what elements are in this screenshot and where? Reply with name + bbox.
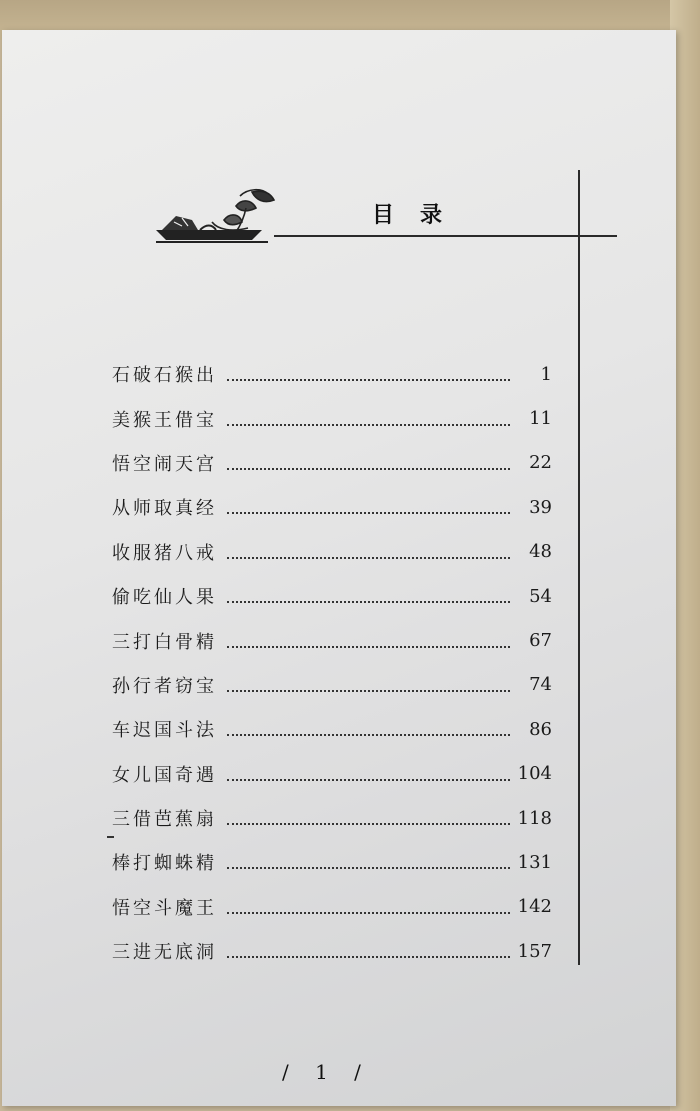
toc-entry[interactable] <box>112 352 552 396</box>
toc-entry[interactable] <box>112 752 552 796</box>
toc-leader-dots <box>227 761 510 781</box>
toc-leader-dots <box>227 849 510 869</box>
toc-entry-page: 67 <box>529 630 552 652</box>
toc-entry-title: 三借芭蕉扇 <box>112 809 217 831</box>
toc-entry[interactable] <box>112 929 552 973</box>
toc-entry-page: 39 <box>529 496 552 518</box>
toc-entry[interactable] <box>112 574 552 618</box>
toc-leader-dots <box>227 628 510 648</box>
toc-entry[interactable] <box>112 840 552 884</box>
toc-entry-page: 11 <box>529 408 552 430</box>
toc-entry-page: 74 <box>529 674 552 696</box>
book-page <box>2 30 676 1106</box>
toc-leader-dots <box>227 672 510 692</box>
toc-entry[interactable] <box>112 441 552 485</box>
toc-leader-dots <box>227 894 510 914</box>
toc-entry[interactable] <box>112 707 552 751</box>
toc-entry-title: 三打白骨精 <box>112 631 217 653</box>
toc-entry-page: 48 <box>529 541 552 563</box>
toc-leader-dots <box>227 450 510 470</box>
toc-entry-title: 收服猪八戒 <box>112 542 217 564</box>
boat-flower-ornament-icon <box>152 186 287 246</box>
title-underline <box>274 235 617 237</box>
toc-entry[interactable] <box>112 618 552 662</box>
toc-leader-dots <box>227 406 510 426</box>
toc-entry-title: 悟空斗魔王 <box>112 897 217 919</box>
toc-leader-dots <box>227 938 510 958</box>
toc-leader-dots <box>227 716 510 736</box>
toc-entry-title: 石破石猴出 <box>112 365 217 387</box>
toc-leader-dots <box>227 539 510 559</box>
toc-entry[interactable] <box>112 485 552 529</box>
toc-entry[interactable] <box>112 396 552 440</box>
toc-leader-dots <box>227 583 510 603</box>
page-number: / 1 / <box>282 1060 371 1084</box>
toc-entry-page: 104 <box>517 763 552 785</box>
toc-entry-title: 悟空闹天宫 <box>112 453 217 475</box>
toc-entry-title: 棒打蜘蛛精 <box>112 853 217 875</box>
toc-entry-page: 86 <box>529 718 552 740</box>
toc-entry[interactable] <box>112 796 552 840</box>
toc-leader-dots <box>227 805 510 825</box>
toc-entry-page: 22 <box>529 452 552 474</box>
toc-header <box>152 180 622 250</box>
table-of-contents <box>112 352 552 973</box>
toc-entry-title: 偷吃仙人果 <box>112 587 217 609</box>
toc-entry[interactable] <box>112 663 552 707</box>
page-title: 目录 <box>372 202 469 228</box>
toc-entry-page: 118 <box>517 807 552 829</box>
toc-entry-title: 车迟国斗法 <box>112 720 217 742</box>
toc-entry-title: 从师取真经 <box>112 498 217 520</box>
toc-leader-dots <box>227 361 510 381</box>
toc-entry[interactable] <box>112 530 552 574</box>
toc-entry-title: 三进无底洞 <box>112 942 217 964</box>
toc-entry-page: 54 <box>529 585 552 607</box>
toc-entry-title: 美猴王借宝 <box>112 409 217 431</box>
toc-entry-title: 女儿国奇遇 <box>112 764 217 786</box>
toc-leader-dots <box>227 494 510 514</box>
toc-entry-page: 157 <box>517 940 552 962</box>
ink-mark <box>107 836 114 838</box>
toc-entry[interactable] <box>112 885 552 929</box>
toc-entry-page: 131 <box>517 851 552 873</box>
toc-entry-page: 142 <box>517 896 552 918</box>
toc-entry-page: 1 <box>540 363 552 385</box>
vertical-divider <box>578 170 580 965</box>
toc-entry-title: 孙行者窃宝 <box>112 675 217 697</box>
